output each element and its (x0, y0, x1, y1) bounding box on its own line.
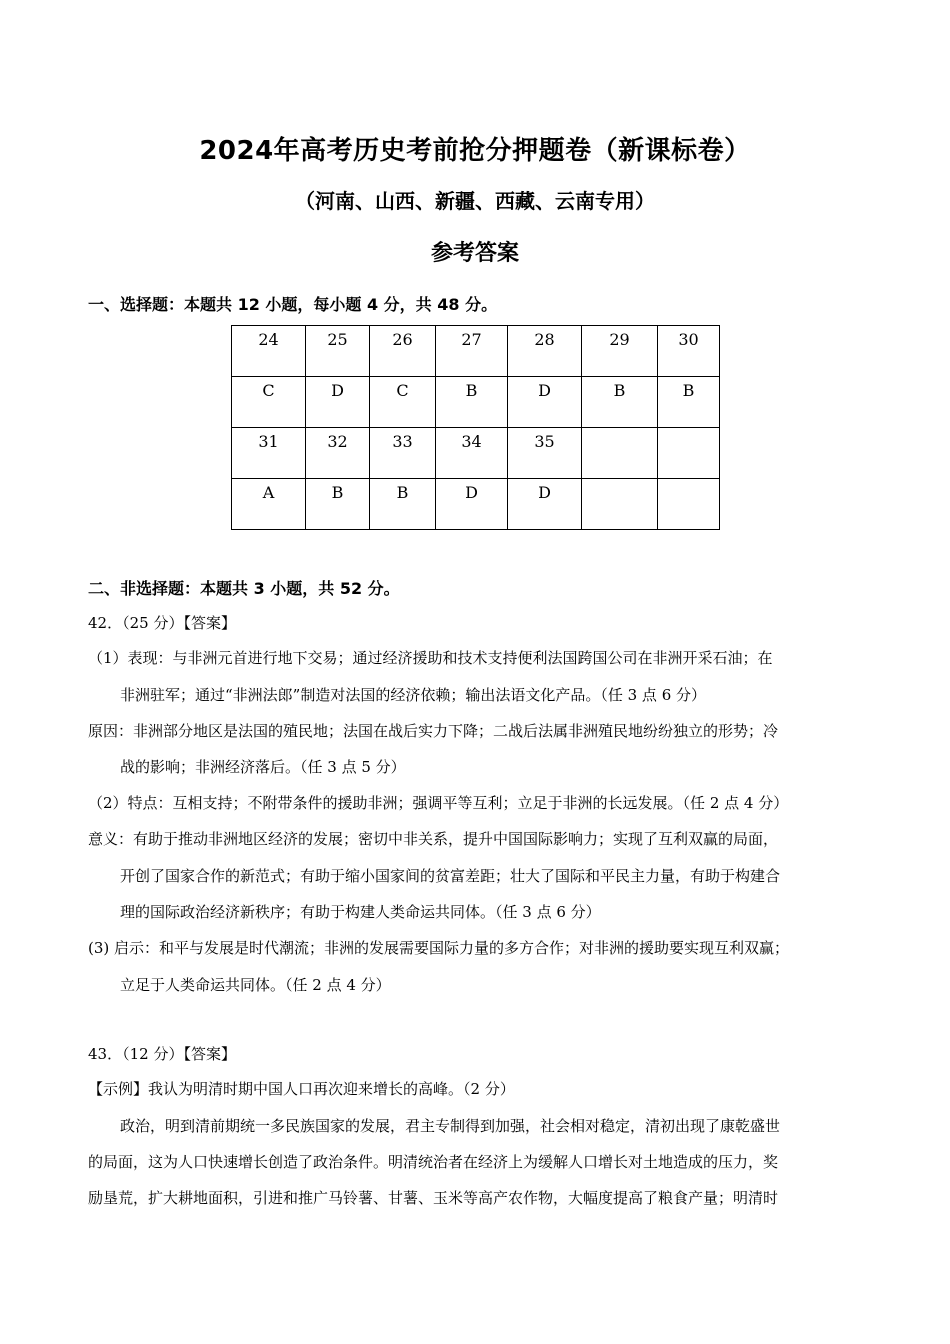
paragraph-line: (3) 启示：和平与发展是时代潮流；非洲的发展需要国际力量的多方合作；对非洲的援助要实现互利双赢； (88, 939, 790, 957)
paragraph-line: 意义：有助于推动非洲地区经济的发展；密切中非关系，提升中国国际影响力；实现了互利双赢的局面， (88, 830, 779, 848)
paragraph-line: 战的影响；非洲经济落后。（任 3 点 5 分） (120, 758, 406, 776)
answer-heading: 参考答案 (430, 241, 519, 266)
q43-head: 43．（12 分）【答案】 (88, 1045, 236, 1063)
paragraph-line: 理的国际政治经济新秩序；有助于构建人类命运共同体。（任 3 点 6 分） (120, 903, 601, 921)
table-cell: 29 (582, 326, 658, 377)
table-cell: 25 (306, 326, 370, 377)
table-row (232, 479, 720, 530)
table-cell: C (370, 377, 436, 428)
table-cell: D (436, 479, 508, 530)
table-cell: B (436, 377, 508, 428)
table-row (232, 377, 720, 428)
page-title: 2024年高考历史考前抢分押题卷（新课标卷） (199, 136, 751, 166)
table-cell: 24 (232, 326, 306, 377)
table-cell: 31 (232, 428, 306, 479)
table-cell: D (306, 377, 370, 428)
table-cell: 27 (436, 326, 508, 377)
table-cell: D (508, 479, 582, 530)
table-cell: D (508, 377, 582, 428)
table-cell: 32 (306, 428, 370, 479)
answer-table (231, 325, 720, 530)
table-cell: B (306, 479, 370, 530)
section2-heading: 二、非选择题：本题共 3 小题，共 52 分。 (88, 579, 400, 598)
table-cell: 34 (436, 428, 508, 479)
table-cell: 35 (508, 428, 582, 479)
table-cell: B (582, 377, 658, 428)
table-row (232, 326, 720, 377)
table-cell: B (370, 479, 436, 530)
table-cell (582, 428, 658, 479)
paragraph-line: 非洲驻军；通过“非洲法郎”制造对法国的经济依赖；输出法语文化产品。（任 3 点 6 分） (120, 686, 706, 704)
q42-head: 42．（25 分）【答案】 (88, 614, 236, 632)
paragraph-line: 【示例】我认为明清时期中国人口再次迎来增长的高峰。（2 分） (88, 1080, 515, 1098)
paragraph-line: 立足于人类命运共同体。（任 2 点 4 分） (120, 976, 391, 994)
table-cell: 30 (658, 326, 720, 377)
paragraph-line: （1）表现：与非洲元首进行地下交易；通过经济援助和技术支持便利法国跨国公司在非洲开采石油；在 (88, 649, 773, 667)
section1-heading: 一、选择题：本题共 12 小题，每小题 4 分，共 48 分。 (88, 295, 498, 314)
paragraph-line: 的局面，这为人口快速增长创造了政治条件。明清统治者在经济上为缓解人口增长对土地造成的压力，奖 (88, 1153, 779, 1171)
table-cell: 28 (508, 326, 582, 377)
paragraph-line: 政治，明到清前期统一多民族国家的发展，君主专制得到加强，社会相对稳定，清初出现了康乾盛世 (120, 1117, 781, 1135)
table-cell: C (232, 377, 306, 428)
table-cell: A (232, 479, 306, 530)
table-row (232, 428, 720, 479)
table-cell: 26 (370, 326, 436, 377)
table-cell (582, 479, 658, 530)
paragraph-line: 开创了国家合作的新范式；有助于缩小国家间的贫富差距；壮大了国际和平民主力量，有助于构建合 (120, 867, 781, 885)
table-cell (658, 428, 720, 479)
table-cell: B (658, 377, 720, 428)
table-cell: 33 (370, 428, 436, 479)
paragraph-line: （2）特点：互相支持；不附带条件的援助非洲；强调平等互利；立足于非洲的长远发展。（任 2 点 4 分） (88, 794, 789, 812)
page-subtitle: （河南、山西、新疆、西藏、云南专用） (295, 189, 655, 213)
table-cell (658, 479, 720, 530)
paragraph-line: 原因：非洲部分地区是法国的殖民地；法国在战后实力下降；二战后法属非洲殖民地纷纷独立的形势；冷 (88, 722, 779, 740)
paragraph-line: 励垦荒，扩大耕地面积，引进和推广马铃薯、甘薯、玉米等高产农作物，大幅度提高了粮食产量；明清时 (88, 1189, 779, 1207)
